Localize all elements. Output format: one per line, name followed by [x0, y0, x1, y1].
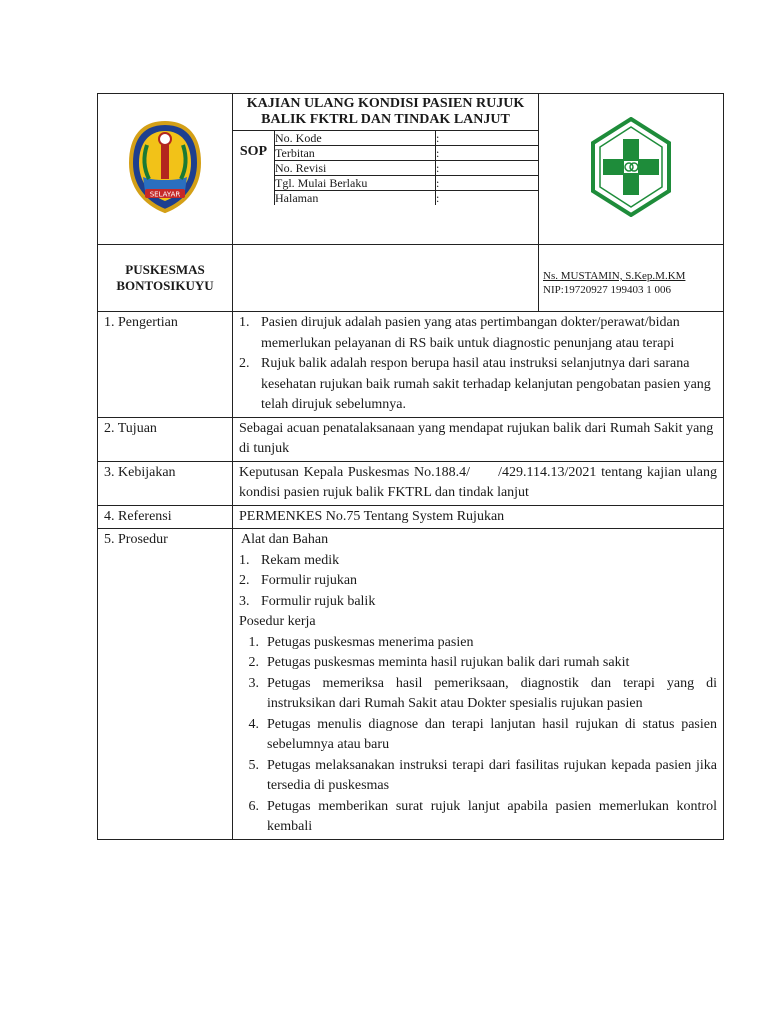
item-text: Rujuk balik adalah respon berupa hasil atau instruksi selanjutnya dari sarana kesehatan rujukan baik rumah sakit terhadap kelanjutan pengobatan pasien yang telah dirujuk sebelumnya.: [261, 356, 711, 412]
signatory-nip: NIP:19720927 199403 1 006: [543, 284, 672, 296]
list-item: [239, 653, 717, 674]
list-item: [239, 633, 717, 654]
alat-heading: Alat dan Bahan: [241, 532, 329, 547]
list-item: [239, 715, 717, 756]
field-value-kode: :: [436, 131, 539, 146]
item-number: 2.: [239, 573, 250, 588]
sop-fields: [233, 130, 538, 205]
item-number: 1.: [248, 634, 259, 650]
field-key-revisi: No. Revisi: [275, 161, 436, 176]
list-item: [239, 592, 717, 613]
kerja-heading: Posedur kerja: [239, 614, 316, 629]
section-label-kebijakan: 3. Kebijakan: [98, 461, 233, 505]
blank-cell: [233, 245, 539, 312]
puskesmas-logo-icon: [589, 117, 673, 217]
left-logo-cell: [98, 94, 233, 245]
section-body-tujuan: Sebagai acuan penatalaksanaan yang mendapat rujukan balik dari Rumah Sakit yang di tunjuk: [233, 417, 724, 461]
section-label-referensi: 4. Referensi: [98, 505, 233, 529]
field-key-terbitan: Terbitan: [275, 146, 436, 161]
regional-emblem-icon: [125, 119, 205, 215]
field-key-kode: No. Kode: [275, 131, 436, 146]
organization-line1: PUSKESMAS: [125, 262, 205, 277]
item-text: Petugas puskesmas meminta hasil rujukan balik dari rumah sakit: [267, 655, 630, 670]
right-logo-cell: [539, 94, 724, 245]
item-text: Formulir rujuk balik: [261, 593, 376, 609]
section-label-pengertian: 1. Pengertian: [98, 312, 233, 418]
item-number: 3.: [239, 593, 250, 609]
item-text: Petugas memberikan surat rujuk lanjut apabila pasien memerlukan kontrol kembali: [267, 798, 717, 834]
item-text: Petugas menulis diagnose dan terapi lanjutan hasil rujukan di status pasien sebelumnya atau baru: [267, 716, 717, 752]
item-number: 2.: [239, 356, 250, 371]
item-text: Formulir rujukan: [261, 573, 358, 588]
item-number: 4.: [248, 716, 259, 732]
item-number: 5.: [248, 757, 259, 773]
organization-row: [98, 245, 724, 312]
list-item: [239, 354, 717, 416]
item-number: 1.: [239, 552, 250, 568]
organization-line2: BONTOSIKUYU: [116, 278, 214, 293]
section-tujuan: [98, 417, 724, 461]
section-referensi: [98, 505, 724, 529]
item-number: 6.: [248, 798, 259, 814]
item-number: 2.: [248, 655, 259, 670]
list-item: [239, 674, 717, 715]
section-prosedur: [98, 529, 724, 840]
section-body-kebijakan: Keputusan Kepala Puskesmas No.188.4/ /429.114.13/2021 tentang kajian ulang kondisi pasien rujuk balik FKTRL dan tindak lanjut: [233, 461, 724, 505]
signature-block: [539, 245, 724, 312]
title-cell: [233, 94, 539, 245]
field-key-tgl: Tgl. Mulai Berlaku: [275, 176, 436, 191]
list-item: [239, 313, 717, 354]
header-row: [98, 94, 724, 245]
section-body-referensi: PERMENKES No.75 Tentang System Rujukan: [233, 505, 724, 529]
section-kebijakan: [98, 461, 724, 505]
field-value-halaman: :: [436, 191, 539, 206]
item-number: 3.: [248, 675, 259, 691]
sop-document: [97, 93, 723, 840]
list-item: [239, 756, 717, 797]
section-label-tujuan: 2. Tujuan: [98, 417, 233, 461]
item-number: 1.: [239, 315, 250, 330]
signatory-name: Ns. MUSTAMIN, S.Kep.M.KM: [543, 270, 686, 282]
section-label-prosedur: 5. Prosedur: [98, 529, 233, 840]
list-item: [239, 571, 717, 592]
field-value-terbitan: :: [436, 146, 539, 161]
item-text: Petugas melaksanakan instruksi terapi dari fasilitas rujukan kepada pasien jika tersedia di puskesmas: [267, 757, 717, 793]
sop-label: SOP: [233, 131, 275, 206]
item-text: Rekam medik: [261, 552, 340, 568]
item-text: Petugas memeriksa hasil pemeriksaan, diagnostik dan terapi yang di instruksikan dari Rumah Sakit atau Dokter spesialis rujukan pasien: [267, 675, 717, 711]
field-value-tgl: :: [436, 176, 539, 191]
section-body-prosedur: [233, 529, 724, 840]
list-item: [239, 797, 717, 838]
item-text: Petugas puskesmas menerima pasien: [267, 634, 474, 650]
emblem-text: SELAYAR: [149, 190, 181, 198]
section-body-pengertian: [233, 312, 724, 418]
organization-name: [98, 245, 233, 312]
sop-table: [97, 93, 724, 840]
section-pengertian: [98, 312, 724, 418]
field-key-halaman: Halaman: [275, 191, 436, 206]
item-text: Pasien dirujuk adalah pasien yang atas pertimbangan dokter/perawat/bidan memerlukan pelayanan di RS baik untuk diagnostic penunjang atau terapi: [261, 315, 680, 351]
list-item: [239, 551, 717, 572]
field-value-revisi: :: [436, 161, 539, 176]
document-title: KAJIAN ULANG KONDISI PASIEN RUJUK BALIK FKTRL DAN TINDAK LANJUT: [246, 96, 525, 127]
